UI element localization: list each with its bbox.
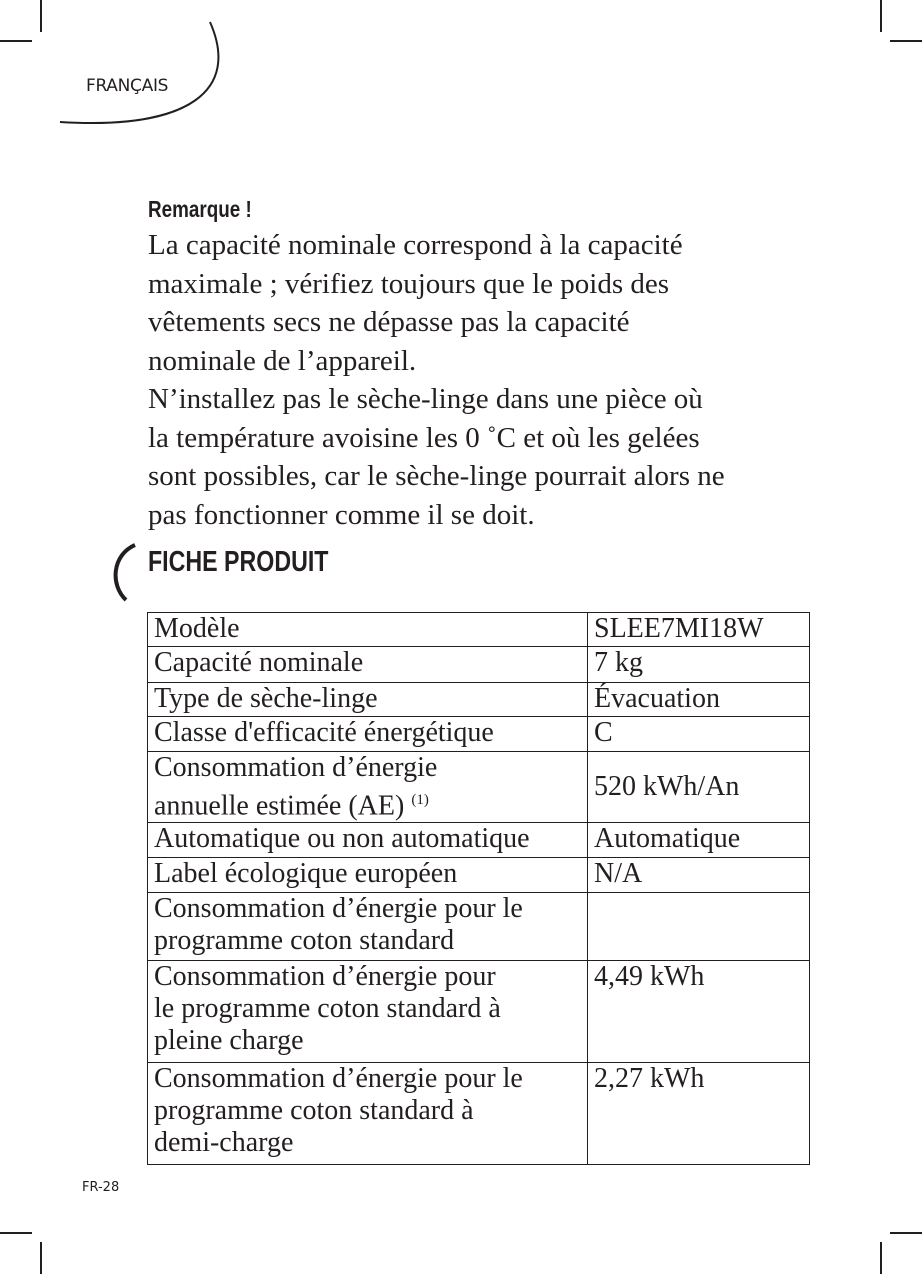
row-value xyxy=(588,893,810,961)
row-label xyxy=(148,752,588,823)
note-line: sont possibles, car le sèche-linge pourrait alors ne xyxy=(148,460,725,492)
row-label-line: Modèle xyxy=(154,613,240,644)
row-value: 7 kg xyxy=(588,647,810,683)
row-label-line: demi-charge xyxy=(154,1127,294,1159)
row-label xyxy=(148,683,588,717)
row-label-line xyxy=(154,784,581,822)
table-row xyxy=(148,893,810,961)
row-label-line: le programme coton standard à xyxy=(154,993,501,1025)
table-row xyxy=(148,1063,810,1165)
row-value: 2,27 kWh xyxy=(588,1063,810,1165)
crop-mark xyxy=(890,1232,922,1234)
row-label-line: Automatique ou non automatique xyxy=(154,823,530,855)
table-row xyxy=(148,752,810,823)
section-title: FICHE PRODUIT xyxy=(148,546,329,578)
footnote-marker: (1) xyxy=(411,792,429,808)
row-label-line: Capacité nominale xyxy=(154,647,364,678)
row-label-line: Classe d'efficacité énergétique xyxy=(154,717,494,748)
table-row xyxy=(148,647,810,683)
row-label xyxy=(148,961,588,1063)
note-line: pas fonctionner comme il se doit. xyxy=(148,498,535,531)
table-row xyxy=(148,858,810,893)
table-row xyxy=(148,961,810,1063)
row-label-line: programme coton standard xyxy=(154,925,455,957)
row-label xyxy=(148,1063,588,1165)
row-label xyxy=(148,613,588,647)
row-label xyxy=(148,893,588,961)
row-value: SLEE7MI18W xyxy=(588,613,810,647)
row-label-line: Consommation d’énergie pour le xyxy=(154,1063,523,1095)
row-label-line: programme coton standard à xyxy=(154,1095,474,1127)
note-title: Remarque ! xyxy=(148,196,252,222)
note-line: maximale ; vérifiez toujours que le poids des xyxy=(148,267,670,300)
table-row xyxy=(148,717,810,752)
row-label-text: annuelle estimée (AE) xyxy=(154,790,405,822)
row-label-line: Consommation d’énergie pour xyxy=(154,961,496,993)
table-row xyxy=(148,613,810,647)
row-label-line: pleine charge xyxy=(154,1025,304,1057)
row-value: N/A xyxy=(588,858,810,893)
language-label: FRANÇAIS xyxy=(86,76,169,96)
row-value: 520 kWh/An xyxy=(588,752,810,823)
product-table xyxy=(147,612,810,1165)
crop-mark xyxy=(880,1242,882,1274)
row-label-line: Consommation d’énergie pour le xyxy=(154,893,523,925)
row-value: 4,49 kWh xyxy=(588,961,810,1063)
row-label xyxy=(148,823,588,858)
note-paragraph xyxy=(148,226,828,534)
note-line: la température avoisine les 0 ˚C et où les gelées xyxy=(148,421,700,454)
crop-mark xyxy=(40,1242,42,1274)
row-label xyxy=(148,858,588,893)
row-value: C xyxy=(588,717,810,752)
row-label xyxy=(148,647,588,683)
row-label-line: Type de sèche-linge xyxy=(154,683,378,714)
crop-mark xyxy=(0,1232,32,1234)
row-value: Automatique xyxy=(588,823,810,858)
note-line: nominale de l’appareil. xyxy=(148,344,417,377)
page-number: FR-28 xyxy=(82,1180,120,1195)
row-label xyxy=(148,717,588,752)
row-label-line: Label écologique européen xyxy=(154,858,458,890)
note-line: N’installez pas le sèche-linge dans une pièce où xyxy=(148,383,703,415)
row-label-line: Consommation d’énergie xyxy=(154,752,438,783)
note-line: La capacité nominale correspond à la capacité xyxy=(148,229,683,261)
note-line: vêtements secs ne dépasse pas la capacité xyxy=(148,306,630,338)
row-value: Évacuation xyxy=(588,683,810,717)
table-row xyxy=(148,823,810,858)
table-row xyxy=(148,683,810,717)
